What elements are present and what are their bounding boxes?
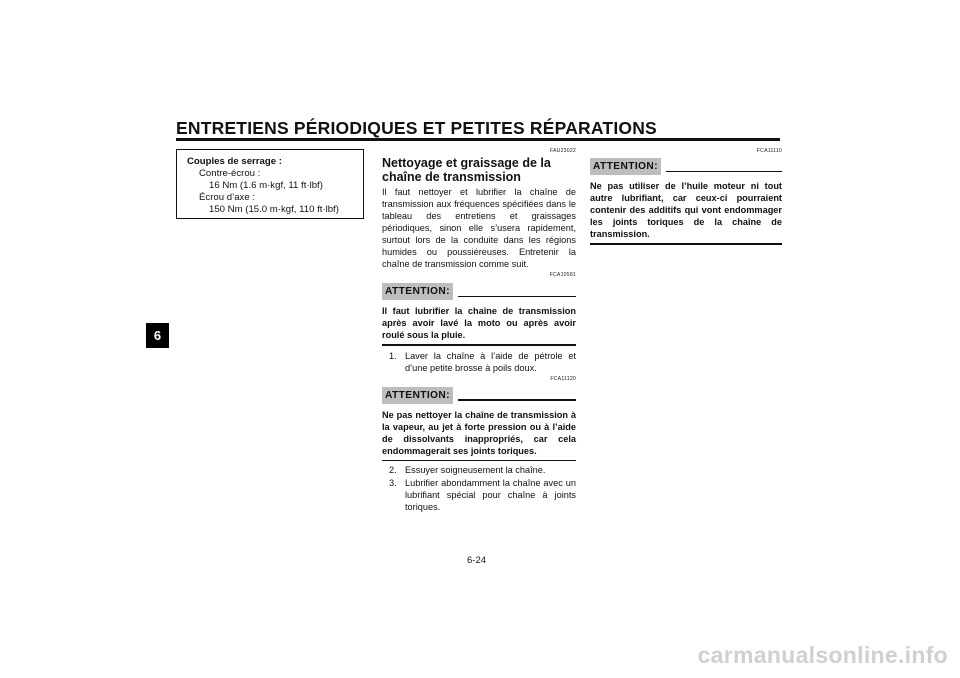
attention2-text: Ne pas nettoyer la chaîne de transmission à la vapeur, au jet à forte pression ou à l’aide de dissolvants inappropriés, car cela endommagerait ses joints toriques.: [382, 409, 576, 456]
section-code: FAU23022: [549, 148, 576, 154]
attention2-code: FCA11120: [550, 375, 576, 382]
torque-item2-value: 150 Nm (15.0 m·kgf, 110 ft·lbf): [209, 204, 339, 215]
step-1: [382, 350, 576, 374]
torque-box-title: Couples de serrage :: [187, 156, 282, 167]
attention1-code: FCA10581: [549, 272, 576, 278]
attention1-header: [382, 283, 576, 300]
attention2-header: [382, 387, 576, 404]
attention3-badge: ATTENTION:: [590, 158, 661, 175]
attention1-text: Il faut lubrifier la chaîne de transmission après avoir lavé la moto ou après avoir roulé sous la pluie.: [382, 306, 576, 340]
step-1-number: 1.: [389, 350, 397, 361]
torque-item1-label: Contre-écrou :: [199, 168, 261, 179]
section-intro: Il faut nettoyer et lubrifier la chaîne de transmission aux fréquences spécifiées dans le tableau des entretiens et graissages périodiques, sinon elle s’usera rapidement, surtout lors de la conduite dans les régions humides ou poussiéreuses. Entretenir la chaîne de transmission comme suit.: [382, 187, 576, 269]
page-number: 6-24: [467, 555, 487, 566]
step-2-number: 2.: [389, 465, 397, 475]
attention1-end-rule: [382, 344, 576, 346]
step-3-number: 3.: [389, 478, 397, 488]
torque-item1-value: 16 Nm (1.6 m·kgf, 11 ft·lbf): [209, 180, 323, 191]
page-title: ENTRETIENS PÉRIODIQUES ET PETITES RÉPARATIONS: [176, 118, 657, 138]
step-2-text: Essuyer soigneusement la chaîne.: [405, 465, 546, 475]
step-2: [382, 464, 576, 476]
attention3-code: FCA11110: [756, 148, 782, 154]
section-title: Nettoyage et graissage de la chaîne de transmission: [382, 156, 551, 184]
attention3-rule: [666, 171, 782, 173]
attention2-badge: ATTENTION:: [382, 387, 453, 404]
attention1-badge: ATTENTION:: [382, 283, 453, 300]
watermark: carmanualsonline.info: [697, 642, 948, 668]
column-middle: [382, 148, 576, 513]
attention3-text: Ne pas utiliser de l’huile moteur ni tout autre lubrifiant, car ceux-ci pourraient contenir des additifs qui vont endommager les joints toriques de la chaîne de transmission.: [590, 181, 782, 239]
step-3: [382, 477, 576, 513]
torque-item2-label: Écrou d’axe :: [199, 192, 255, 203]
torque-specs-box: [176, 149, 364, 219]
step-3-text: Lubrifier abondamment la chaîne avec un lubrifiant spécial pour chaîne à joints toriques.: [405, 478, 576, 512]
attention3-end-rule: [590, 243, 782, 245]
attention2-rule: [458, 399, 576, 401]
attention1-rule: [458, 296, 576, 298]
attention2-end-rule: [382, 460, 576, 462]
column-right: [590, 148, 782, 245]
header-rule: [176, 138, 780, 141]
attention3-header: [590, 158, 782, 175]
step-1-text: Laver la chaîne à l’aide de pétrole et d’une petite brosse à poils doux.: [405, 350, 576, 373]
chapter-tab: 6: [146, 323, 169, 348]
